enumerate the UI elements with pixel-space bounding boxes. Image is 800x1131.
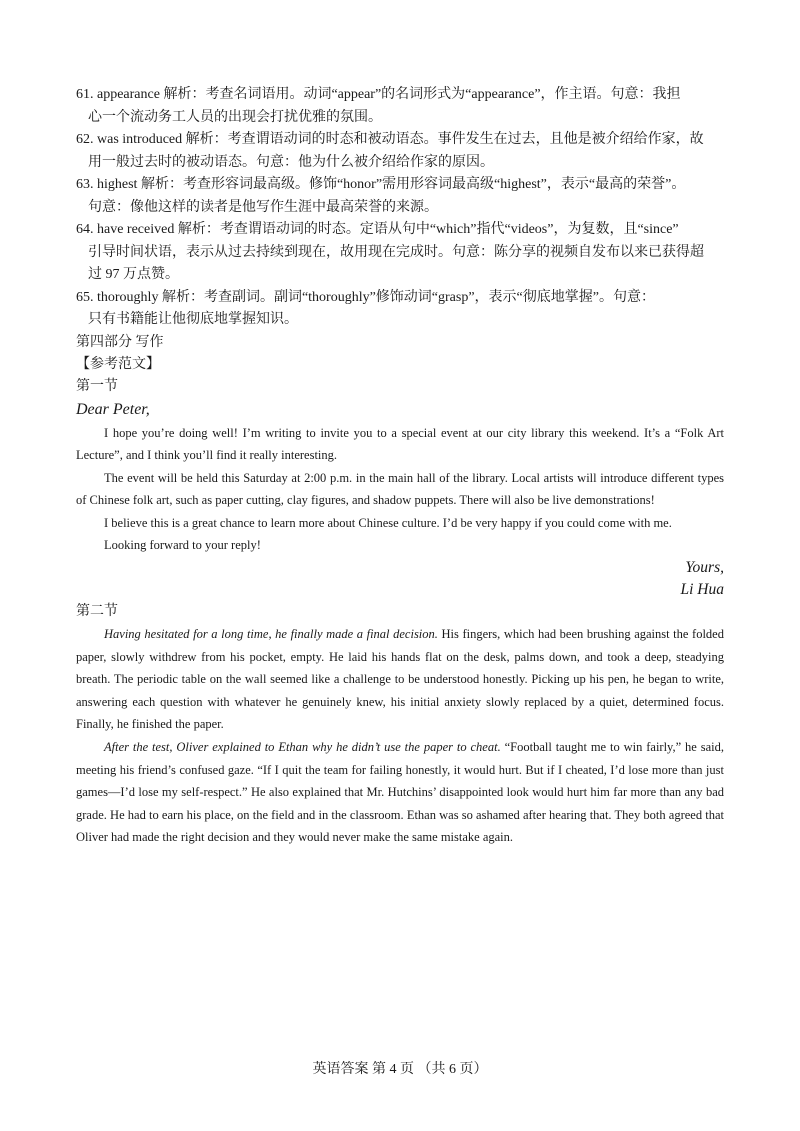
section1-heading: 第一节 xyxy=(76,378,118,394)
story-paragraph-2 xyxy=(76,736,724,849)
answer-64-line-2: 引导时间状语，表示从过去持续到现在，故用现在完成时。句意：陈分享的视频自发布以来已获得超 xyxy=(88,244,704,260)
letter-signature: Li Hua xyxy=(680,581,724,599)
answer-61-line-1: 61. appearance 解析：考查名词语用。动词“appear”的名词形式为“appearance”，作主语。句意：我担 xyxy=(76,87,681,102)
story-p2-body: “Football taught me to win fairly,” he said, meeting his friend’s confused gaze. “If I quit the team for failing honestly, it would hurt. But if I cheated, I’d lose more than just games—I’d lose my self-respect.” He also explained that Mr. Hutchins’ disappointed look would hurt him far more than any bad grade. He had to earn his place, on the field and in the classroom. Ethan was so ashamed after hearing that. They both agreed that Oliver had made the right decision and they would never make the same mistake again. xyxy=(76,740,724,845)
answer-65-line-2: 只有书籍能让他彻底地掌握知识。 xyxy=(88,312,298,327)
answer-63-line-1: 63. highest 解析：考查形容词最高级。修饰“honor”需用形容词最高级“highest”，表示“最高的荣誉”。 xyxy=(76,177,686,192)
story-p1-opening-sentence: Having hesitated for a long time, he finally made a final decision. xyxy=(104,627,438,642)
answer-65 xyxy=(76,287,724,332)
story-p2-opening-sentence: After the test, Oliver explained to Ethan why he didn’t use the paper to cheat. xyxy=(104,740,501,755)
letter-closing: Yours, xyxy=(685,559,724,577)
answer-64-line-1: 64. have received 解析：考查谓语动词的时态。定语从句中“which”指代“videos”，为复数，且“since” xyxy=(76,222,679,237)
section2-heading: 第二节 xyxy=(76,604,118,620)
answer-65-line-1: 65. thoroughly 解析：考查副词。副词“thoroughly”修饰动词“grasp”，表示“彻底地掌握”。句意： xyxy=(76,289,655,305)
answer-61 xyxy=(76,84,724,129)
page-footer: 英语答案 第 4 页 （共 6 页） xyxy=(312,1062,488,1077)
letter-paragraph-1: I hope you’re doing well! I’m writing to invite you to a special event at our city library this weekend. It’s a “Folk Art Lecture”, and I think you’ll find it really interesting. xyxy=(76,425,724,463)
answer-63-line-2: 句意：像他这样的读者是他写作生涯中最高荣誉的来源。 xyxy=(88,199,438,215)
story-p1-body: His fingers, which had been brushing against the folded paper, slowly withdrew from his pocket, empty. He laid his hands flat on the desk, palms down, and took a deep, steadying breath. The periodic table on the wall seemed like a challenge to be understood honestly. Picking up his pen, he began to write, answering each question with whatever he genuinely knew, his initial anxiety slowly replaced by a quiet, determined focus. Finally, he finished the paper. xyxy=(76,627,724,732)
answer-62-line-1: 62. was introduced 解析：考查谓语动词的时态和被动语态。事件发生在过去，且他是被介绍给作家，故 xyxy=(76,132,704,147)
answer-62 xyxy=(76,129,724,174)
answer-62-line-2: 用一般过去时的被动语态。句意：他为什么被介绍给作家的原因。 xyxy=(88,154,494,170)
letter-paragraph-4: Looking forward to your reply! xyxy=(104,538,261,553)
answer-64-line-3: 过 97 万点赞。 xyxy=(88,267,179,282)
answer-61-line-2: 心一个流动务工人员的出现会打扰优雅的氛围。 xyxy=(88,109,382,125)
part4-heading: 第四部分 写作 xyxy=(76,334,164,350)
page-content xyxy=(76,84,724,849)
letter-salutation: Dear Peter, xyxy=(76,400,150,418)
answer-64 xyxy=(76,219,724,287)
letter-paragraph-2: The event will be held this Saturday at 2:00 p.m. in the main hall of the library. Local artists will introduce different types of Chinese folk art, such as paper cutting, clay figures, and shadow puppets. There will also be live demonstrations! xyxy=(76,470,724,508)
model-essay-heading: 【参考范文】 xyxy=(76,356,160,372)
story-paragraph-1 xyxy=(76,623,724,736)
answer-63 xyxy=(76,174,724,219)
letter-paragraph-3: I believe this is a great chance to learn more about Chinese culture. I’d be very happy if you could come with me. xyxy=(104,515,672,530)
